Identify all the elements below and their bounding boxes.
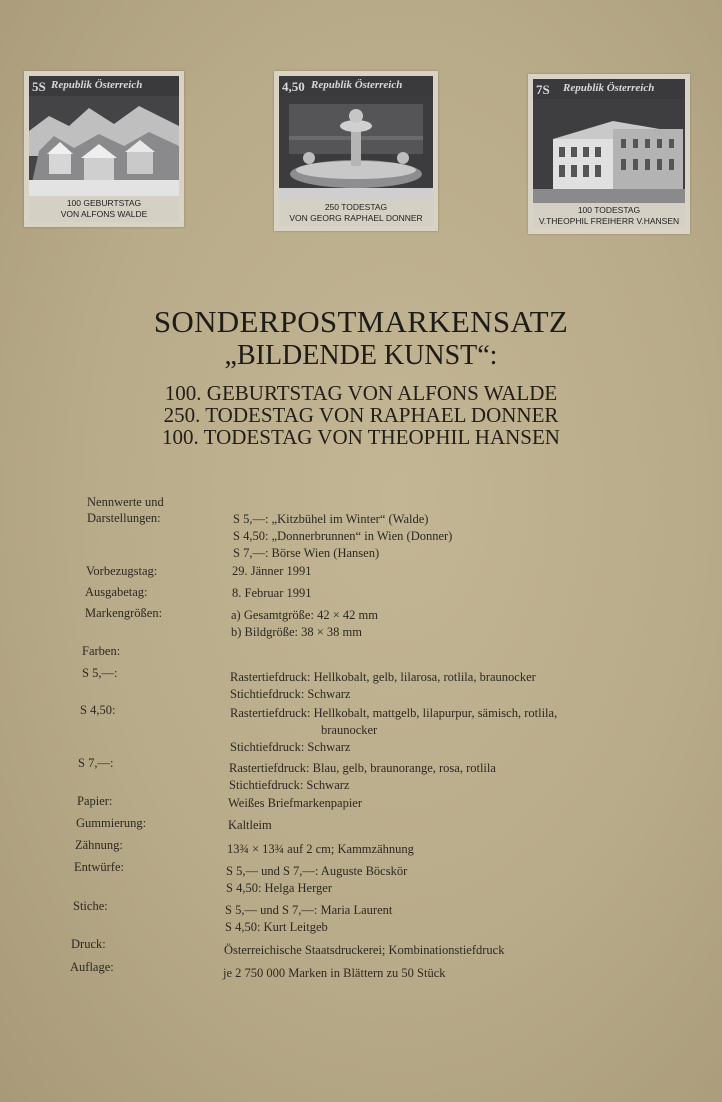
value-line: Stichtiefdruck: Schwarz — [230, 687, 351, 701]
value-line: S 5,—: „Kitzbühel im Winter“ (Walde) — [233, 512, 429, 526]
entwuerfe-label: Entwürfe: — [74, 860, 124, 874]
value-line: S 5,— und S 7,—: Maria Laurent — [225, 903, 393, 917]
entwuerfe-values — [226, 863, 407, 897]
stamp-header — [279, 76, 433, 96]
main-title: SONDERPOSTMARKENSATZ — [153, 304, 569, 339]
stamp-caption — [279, 200, 433, 226]
value-line: S 5,— und S 7,—: Auguste Böcskör — [226, 864, 408, 878]
value-line: S 7,—: Börse Wien (Hansen) — [233, 546, 380, 560]
stamp-image — [29, 76, 179, 222]
stamp-image — [279, 76, 433, 226]
stamp-caption-line: VON ALFONS WALDE — [60, 209, 148, 219]
subtitle-hansen: 100. TODESTAG VON THEOPHIL HANSEN — [162, 425, 560, 449]
stamp-caption-line: VON GEORG RAPHAEL DONNER — [289, 213, 423, 223]
s7-label: S 7,—: — [78, 756, 114, 770]
value-line: braunocker — [321, 723, 378, 737]
stamp-caption-line: 100 GEBURTSTAG — [66, 198, 142, 208]
value-line: S 4,50: Helga Herger — [226, 881, 332, 895]
zaehnung-label: Zähnung: — [75, 838, 123, 852]
auflage-value: je 2 750 000 Marken in Blättern zu 50 Stück — [223, 966, 446, 980]
stamp-republic: Republik Österreich — [311, 79, 403, 91]
value-line: Rastertiefdruck: Blau, gelb, braunorange, rosa, rotlila — [229, 761, 496, 775]
value-line: S 4,50: Kurt Leitgeb — [225, 920, 328, 934]
gummierung-label: Gummierung: — [76, 816, 147, 830]
farben-label: Farben: — [82, 644, 121, 658]
darstellungen-label: Darstellungen: — [87, 511, 161, 525]
s5-label: S 5,—: — [82, 666, 118, 680]
stock-exchange-illustration — [533, 99, 685, 203]
druck-value: Österreichische Staatsdruckerei; Kombinationstiefdruck — [224, 943, 505, 957]
winter-village-illustration — [29, 96, 179, 196]
value-line: Rastertiefdruck: Hellkobalt, gelb, lilarosa, rotlila, braunocker — [230, 670, 536, 684]
ausgabetag-value: 8. Februar 1991 — [232, 586, 312, 600]
s450-values — [230, 705, 557, 756]
stamp-republic: Republik Österreich — [51, 79, 143, 91]
stamp-caption-line: V.THEOPHIL FREIHERR V.HANSEN — [538, 216, 680, 226]
markengroessen-values — [231, 607, 378, 641]
vorbezugstag-label: Vorbezugstag: — [86, 564, 158, 578]
stamp-header — [533, 79, 685, 99]
gummierung-value: Kaltleim — [228, 818, 272, 832]
fountain-illustration — [279, 96, 433, 200]
value-line: a) Gesamtgröße: 42 × 42 mm — [231, 608, 378, 622]
stamp-caption-line: 250 TODESTAG — [324, 202, 388, 212]
stiche-values — [225, 902, 392, 936]
vorbezugstag-value: 29. Jänner 1991 — [232, 564, 312, 578]
s7-values — [229, 760, 496, 794]
stamp-header — [29, 76, 179, 96]
druck-label: Druck: — [71, 937, 106, 951]
stamp-value: 4,50 — [282, 79, 305, 94]
nennwerte-label: Nennwerte und — [87, 495, 164, 509]
stamp-donner — [274, 71, 438, 231]
stamp-caption-line: 100 TODESTAG — [577, 205, 641, 215]
zaehnung-value: 13¾ × 13¾ auf 2 cm; Kammzähnung — [227, 842, 414, 856]
stamp-caption — [29, 196, 179, 222]
ausgabetag-label: Ausgabetag: — [85, 585, 148, 599]
stiche-label: Stiche: — [73, 899, 108, 913]
s450-label: S 4,50: — [80, 703, 116, 717]
papier-value: Weißes Briefmarkenpapier — [228, 796, 363, 810]
nennwerte-values — [233, 511, 452, 562]
value-line: b) Bildgröße: 38 × 38 mm — [231, 625, 362, 639]
markengroessen-label: Markengrößen: — [85, 606, 163, 620]
stamp-value: 5S — [32, 79, 46, 94]
stamp-hansen — [528, 74, 690, 234]
value-line: Stichtiefdruck: Schwarz — [230, 740, 351, 754]
auflage-label: Auflage: — [70, 960, 114, 974]
stamp-republic: Republik Österreich — [563, 82, 655, 94]
stamp-image — [533, 79, 685, 229]
stamp-walde — [24, 71, 184, 227]
subtitle-donner: 250. TODESTAG VON RAPHAEL DONNER — [163, 403, 559, 427]
s5-values — [230, 669, 536, 703]
stamp-value: 7S — [536, 82, 550, 97]
stamp-caption — [533, 203, 685, 229]
papier-label: Papier: — [77, 794, 113, 808]
series-title: „BILDENDE KUNST“: — [224, 340, 498, 371]
subtitle-walde: 100. GEBURTSTAG VON ALFONS WALDE — [164, 381, 558, 405]
value-line: Rastertiefdruck: Hellkobalt, mattgelb, lilapurpur, sämisch, rotlila, — [230, 706, 558, 720]
value-line: Stichtiefdruck: Schwarz — [229, 778, 350, 792]
value-line: S 4,50: „Donnerbrunnen“ in Wien (Donner) — [233, 529, 453, 543]
stamp-row — [0, 0, 722, 250]
